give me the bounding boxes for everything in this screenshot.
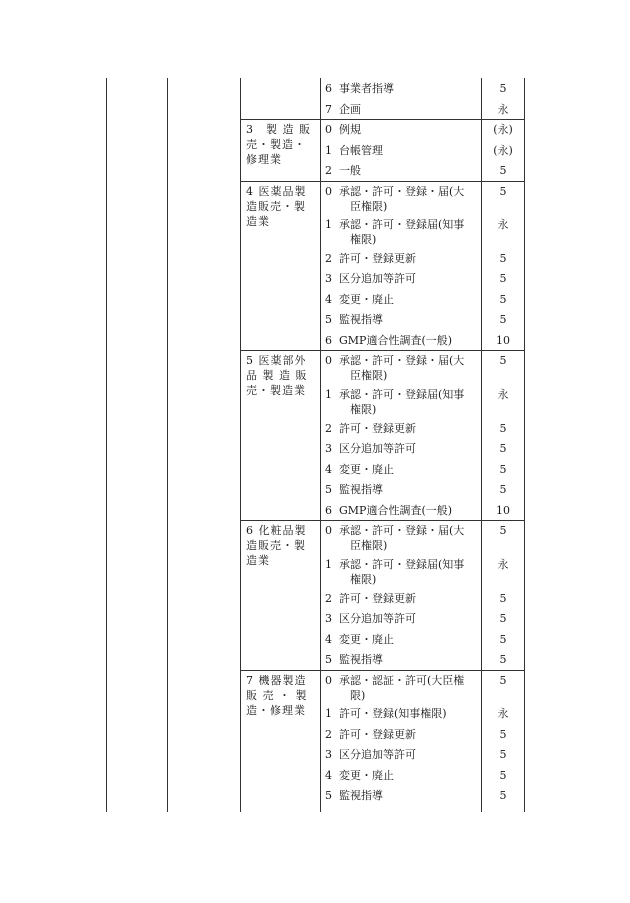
row-number: 3 bbox=[325, 612, 332, 626]
row-label: GMP適合性調査(一般) bbox=[339, 333, 453, 347]
row-number: 4 bbox=[325, 632, 332, 646]
retention-period: 永 bbox=[497, 388, 509, 402]
row-label: 承認・許可・登録届(知事 bbox=[339, 218, 465, 232]
group-border bbox=[240, 350, 525, 351]
row-label: 臣権限) bbox=[350, 369, 388, 383]
row-number: 1 bbox=[325, 558, 332, 571]
row-label: 監視指導 bbox=[339, 313, 383, 327]
row-label: 許可・登録更新 bbox=[339, 251, 416, 265]
retention-period: 5 bbox=[499, 82, 507, 95]
row-label: 権限) bbox=[350, 573, 377, 586]
row-label: 権限) bbox=[350, 403, 377, 417]
row-label: 許可・登録更新 bbox=[339, 727, 416, 741]
retention-period: 10 bbox=[496, 333, 510, 347]
row-label: 承認・許可・登録届(知事 bbox=[339, 558, 465, 571]
retention-period: 5 bbox=[499, 292, 507, 306]
row-number: 3 bbox=[325, 442, 332, 456]
row-label: 監視指導 bbox=[339, 789, 383, 803]
group-border bbox=[240, 670, 525, 671]
category-label: 造・修理業 bbox=[246, 703, 306, 717]
retention-period: 永 bbox=[497, 218, 509, 232]
retention-period: 5 bbox=[499, 524, 507, 538]
category-label: 販 売 ・ 製 bbox=[246, 688, 308, 702]
column-border bbox=[240, 78, 241, 812]
row-label: 許可・登録更新 bbox=[339, 421, 416, 435]
retention-period: 5 bbox=[499, 354, 507, 368]
row-label: 承認・許可・登録・届(大 bbox=[339, 524, 465, 538]
row-label: GMP適合性調査(一般) bbox=[339, 503, 453, 517]
retention-period: 5 bbox=[499, 768, 507, 782]
row-label: 事業者指導 bbox=[339, 82, 394, 95]
row-label: 承認・認証・許可(大臣権 bbox=[339, 673, 465, 687]
row-number: 1 bbox=[325, 143, 332, 157]
category-label: 造業 bbox=[246, 554, 270, 568]
column-border bbox=[320, 78, 321, 812]
row-label: 区分追加等許可 bbox=[339, 612, 416, 626]
retention-period: (永) bbox=[493, 143, 513, 157]
row-label: 変更・廃止 bbox=[339, 462, 394, 476]
row-number: 2 bbox=[325, 251, 332, 265]
retention-period: 5 bbox=[499, 727, 507, 741]
row-label: 区分追加等許可 bbox=[339, 442, 416, 456]
retention-period: 5 bbox=[499, 421, 507, 435]
row-number: 0 bbox=[325, 524, 332, 538]
row-number: 3 bbox=[325, 748, 332, 762]
retention-period: 5 bbox=[499, 591, 507, 605]
retention-period: 5 bbox=[499, 673, 507, 687]
row-number: 4 bbox=[325, 768, 332, 782]
row-number: 4 bbox=[325, 292, 332, 306]
row-label: 限) bbox=[350, 688, 366, 702]
retention-period: 5 bbox=[499, 483, 507, 497]
retention-period: 5 bbox=[499, 748, 507, 762]
retention-period: 5 bbox=[499, 612, 507, 626]
retention-period: 5 bbox=[499, 462, 507, 476]
row-label: 例規 bbox=[339, 123, 361, 136]
row-label: 許可・登録(知事権限) bbox=[339, 707, 447, 721]
row-number: 6 bbox=[325, 503, 332, 517]
retention-period: 5 bbox=[499, 653, 507, 667]
row-label: 承認・許可・登録届(知事 bbox=[339, 388, 465, 402]
retention-period: 5 bbox=[499, 164, 507, 177]
category-label: 造販売・製 bbox=[246, 199, 306, 213]
row-label: 承認・許可・登録・届(大 bbox=[339, 184, 465, 198]
row-number: 0 bbox=[325, 123, 332, 136]
row-label: 企画 bbox=[339, 102, 361, 116]
row-label: 変更・廃止 bbox=[339, 292, 394, 306]
category-label: 売・製造業 bbox=[246, 384, 306, 398]
group-border bbox=[240, 520, 525, 521]
row-number: 3 bbox=[325, 272, 332, 286]
row-number: 0 bbox=[325, 184, 332, 198]
group-border bbox=[240, 181, 525, 182]
row-number: 0 bbox=[325, 354, 332, 368]
category-label: 造業 bbox=[246, 214, 270, 228]
retention-period: 5 bbox=[499, 442, 507, 456]
row-number: 5 bbox=[325, 313, 332, 327]
row-label: 監視指導 bbox=[339, 483, 383, 497]
retention-period: 永 bbox=[497, 558, 509, 571]
category-label: 7 機器製造 bbox=[246, 673, 307, 687]
row-label: 臣権限) bbox=[350, 539, 388, 553]
row-number: 1 bbox=[325, 388, 332, 402]
retention-period: 10 bbox=[496, 503, 510, 517]
row-label: 権限) bbox=[350, 233, 377, 247]
column-border bbox=[106, 78, 107, 812]
row-number: 2 bbox=[325, 164, 332, 177]
retention-period: 5 bbox=[499, 272, 507, 286]
row-label: 許可・登録更新 bbox=[339, 591, 416, 605]
retention-period: 永 bbox=[497, 707, 509, 721]
row-label: 台帳管理 bbox=[339, 143, 383, 157]
row-label: 変更・廃止 bbox=[339, 632, 394, 646]
row-number: 1 bbox=[325, 707, 332, 721]
retention-period: 5 bbox=[499, 313, 507, 327]
row-number: 5 bbox=[325, 483, 332, 497]
category-label: 修理業 bbox=[246, 153, 282, 166]
category-label: 4 医薬品製 bbox=[246, 184, 307, 198]
row-label: 区分追加等許可 bbox=[339, 272, 416, 286]
row-number: 2 bbox=[325, 591, 332, 605]
row-number: 5 bbox=[325, 653, 332, 667]
row-label: 区分追加等許可 bbox=[339, 748, 416, 762]
retention-period: 永 bbox=[497, 102, 509, 116]
retention-period: (永) bbox=[493, 123, 513, 136]
row-number: 4 bbox=[325, 462, 332, 476]
category-label: 5 医薬部外 bbox=[246, 354, 307, 368]
row-number: 2 bbox=[325, 727, 332, 741]
row-number: 5 bbox=[325, 789, 332, 803]
row-label: 臣権限) bbox=[350, 199, 388, 213]
row-number: 1 bbox=[325, 218, 332, 232]
row-number: 2 bbox=[325, 421, 332, 435]
category-label: 6 化粧品製 bbox=[246, 524, 307, 538]
row-number: 7 bbox=[325, 102, 332, 116]
group-border bbox=[240, 119, 525, 120]
row-number: 6 bbox=[325, 82, 332, 95]
row-label: 監視指導 bbox=[339, 653, 383, 667]
retention-period: 5 bbox=[499, 789, 507, 803]
row-label: 変更・廃止 bbox=[339, 768, 394, 782]
row-label: 一般 bbox=[339, 164, 361, 177]
retention-period: 5 bbox=[499, 632, 507, 646]
category-label: 品 製 造 販 bbox=[246, 369, 308, 383]
category-label: 売・製造・ bbox=[246, 138, 306, 151]
retention-period: 5 bbox=[499, 184, 507, 198]
category-label: 造販売・製 bbox=[246, 539, 306, 553]
column-border bbox=[167, 78, 168, 812]
row-number: 6 bbox=[325, 333, 332, 347]
category-label: 3 製 造 販 bbox=[246, 123, 311, 136]
row-number: 0 bbox=[325, 673, 332, 687]
row-label: 承認・許可・登録・届(大 bbox=[339, 354, 465, 368]
retention-period: 5 bbox=[499, 251, 507, 265]
